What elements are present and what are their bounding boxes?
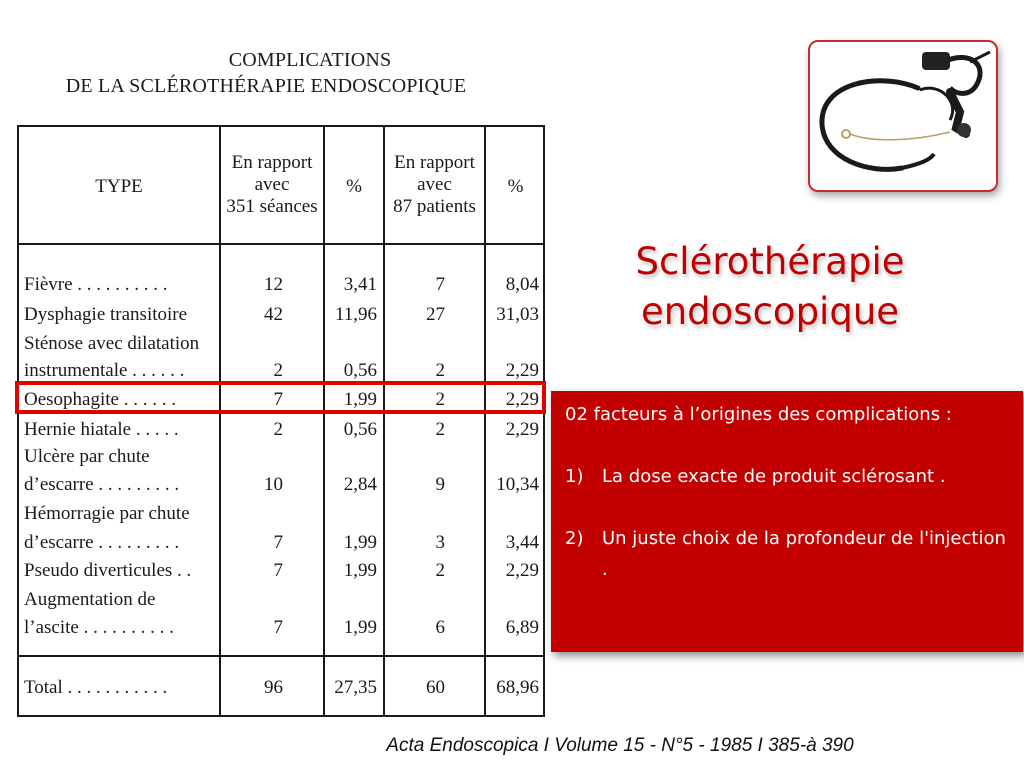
slide-title [560,237,980,337]
factor-number: 2) [565,528,584,549]
cell-pct2: 3,44 [505,532,539,553]
cell-pct2: 31,03 [496,304,539,325]
table-title-line1: COMPLICATIONS [228,49,392,71]
cell-pct2: 2,29 [505,389,539,410]
cell-seances: 7 [273,560,283,581]
header-seances: En rapport avec 351 séances [226,152,318,217]
header-divider [17,243,545,245]
cell-patients: 9 [435,474,445,495]
endoscope-icon [810,42,996,190]
cell-pct2: 10,34 [496,474,539,495]
cell-pct1: 3,41 [343,274,377,295]
endoscope-image [808,40,998,192]
cell-type: Sténose avec dilatation [24,333,200,354]
table-title-line2: DE LA SCLÉROTHÉRAPIE ENDOSCOPIQUE [65,75,467,97]
cell-pct2: 6,89 [505,617,539,638]
slide-title-line2: endoscopique [640,290,900,333]
cell-type: d’escarre . . . . . . . . . [24,474,180,495]
cell-pct1: 2,84 [343,474,377,495]
cell-seances: 7 [273,532,283,553]
cell-type: Total . . . . . . . . . . . [24,677,168,698]
cell-type: Ulcère par chute [24,446,150,467]
factors-intro: 02 facteurs à l’origines des complications : [565,404,952,425]
cell-patients: 2 [435,560,445,581]
cell-pct1: 0,56 [343,419,377,440]
cell-pct2: 2,29 [505,560,539,581]
cell-type: Hernie hiatale . . . . . [24,419,179,440]
cell-type: Dysphagie transitoire [24,304,188,325]
cell-seances: 7 [273,617,283,638]
citation: Acta Endoscopica I Volume 15 - N°5 - 1985 I 385-à 390 [386,735,854,756]
cell-seances: 12 [264,274,283,295]
factor-item [565,461,1009,492]
factor-text: La dose exacte de produit sclérosant . [602,466,946,487]
cell-patients: 27 [426,304,445,325]
cell-type: Hémorragie par chute [24,503,190,524]
cell-seances: 42 [264,304,283,325]
cell-type: Oesophagite . . . . . . [24,389,176,410]
cell-type: Pseudo diverticules . . [24,560,192,581]
cell-pct2: 2,29 [505,360,539,381]
oesophagite-highlight [15,381,546,414]
total-divider [17,655,545,657]
factor-number: 1) [565,466,584,487]
header-patients: En rapport avec 87 patients [393,152,476,217]
cell-patients: 2 [435,360,445,381]
header-pct1: % [346,176,362,197]
cell-pct2: 68,96 [496,677,539,698]
cell-seances: 7 [273,389,283,410]
cell-patients: 2 [435,419,445,440]
factor-text: Un juste choix de la profondeur de l'injection . [602,528,1006,580]
factors-box [551,391,1023,652]
cell-patients: 7 [435,274,445,295]
cell-type: instrumentale . . . . . . [24,360,185,381]
table-title [30,47,530,99]
header-pct2: % [507,176,524,197]
cell-patients: 6 [435,617,445,638]
cell-patients: 3 [435,532,445,553]
header-type: TYPE [95,176,143,197]
cell-seances: 2 [273,360,283,381]
cell-pct1: 1,99 [343,560,377,581]
cell-patients: 60 [426,677,445,698]
cell-seances: 96 [264,677,283,698]
slide-title-line1: Sclérothérapie [635,240,905,283]
cell-seances: 2 [273,419,283,440]
cell-pct2: 8,04 [505,274,539,295]
cell-type: Fièvre . . . . . . . . . . [24,274,168,295]
cell-patients: 2 [435,389,445,410]
cell-type: l’ascite . . . . . . . . . . [24,617,174,638]
cell-type: Augmentation de [24,589,156,610]
cell-type: d’escarre . . . . . . . . . [24,532,180,553]
cell-pct2: 2,29 [505,419,539,440]
cell-pct1: 1,99 [343,617,377,638]
factor-item [565,523,1009,585]
cell-pct1: 1,99 [343,532,377,553]
cell-pct1: 0,56 [343,360,377,381]
cell-pct1: 27,35 [334,677,377,698]
cell-seances: 10 [264,474,283,495]
cell-pct1: 1,99 [343,389,377,410]
cell-pct1: 11,96 [334,304,377,325]
